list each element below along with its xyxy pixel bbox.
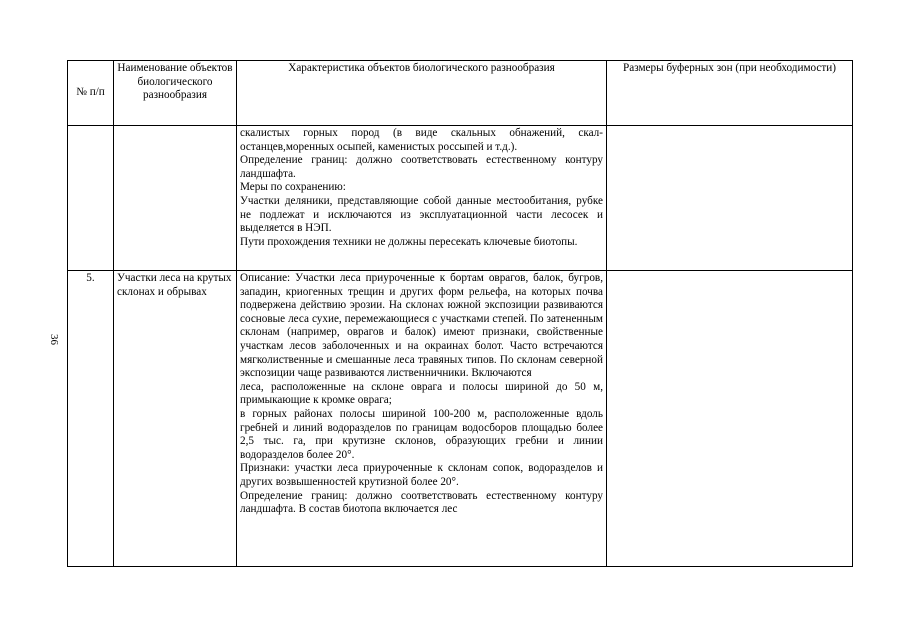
row-buffer-cell bbox=[607, 271, 853, 567]
table-header-row bbox=[68, 61, 853, 126]
characteristic-paragraph: леса, расположенные на склоне оврага и полосы шириной до 50 м, примыкающие к кромке оврага; bbox=[240, 380, 603, 407]
row-characteristic-cell bbox=[237, 271, 607, 567]
header-num: № п/п bbox=[68, 61, 114, 126]
row-characteristic-cell bbox=[237, 126, 607, 271]
header-buffer: Размеры буферных зон (при необходимости) bbox=[607, 61, 853, 126]
characteristic-paragraph: Признаки: участки леса приуроченные к склонам сопок, водоразделов и других возвышенностей крутизной более 20°. bbox=[240, 462, 603, 488]
row-name-cell: Участки леса на крутых склонах и обрывах bbox=[114, 271, 237, 567]
table-row bbox=[68, 126, 853, 271]
row-num-cell bbox=[68, 126, 114, 271]
characteristic-paragraph: Определение границ: должно соответствовать естественному контуру ландшафта. bbox=[240, 154, 603, 180]
row-num-cell: 5. bbox=[68, 271, 114, 567]
header-characteristic: Характеристика объектов биологического разнообразия bbox=[237, 61, 607, 126]
characteristic-paragraph: Участки деляники, представляющие собой данные местообитания, рубке не подлежат и исключаются из эксплуатационной части лесосек и выделяется в НЭП. bbox=[240, 194, 603, 235]
characteristic-paragraph: скалистых горных пород (в виде скальных обнажений, скал-останцев,моренных осыпей, каменистых россыпей и т.д.). bbox=[240, 127, 603, 153]
page-number: 36 bbox=[48, 334, 60, 345]
characteristic-paragraph: Описание: Участки леса приуроченные к бортам оврагов, балок, бугров, западин, криогенных трещин и других форм рельефа, на которых почва подвержена действию эрозии. На склонах южной экспозиции развиваются сосновые леса сухие, перемежающиеся с участками степей. По затененным склонам (например, оврагов и балок) имеют признаки, свойственные участкам лесов заболоченных и на окраинах болот. Часто встречаются мягколиственные и смешанные леса травяных типов. По склонам северной экспозиции чаще развиваются лиственничники. Включаются bbox=[240, 272, 603, 380]
row-name-cell bbox=[114, 126, 237, 271]
row-buffer-cell bbox=[607, 126, 853, 271]
header-name: Наименование объектов биологического разнообразия bbox=[114, 61, 237, 126]
biodiversity-table bbox=[67, 60, 853, 567]
characteristic-paragraph: в горных районах полосы шириной 100-200 м, расположенные вдоль гребней и линий водоразделов по границам водосборов площадью более 2,5 тыс. га, при крутизне склонов, образующих гребни и линии водоразделов более 20°. bbox=[240, 407, 603, 461]
table-row bbox=[68, 271, 853, 567]
characteristic-paragraph: Меры по сохранению: bbox=[240, 181, 346, 194]
characteristic-paragraph: Пути прохождения техники не должны пересекать ключевые биотопы. bbox=[240, 235, 578, 248]
characteristic-paragraph: Определение границ: должно соответствовать естественному контуру ландшафта. В состав биотопа включается лес bbox=[240, 489, 603, 516]
